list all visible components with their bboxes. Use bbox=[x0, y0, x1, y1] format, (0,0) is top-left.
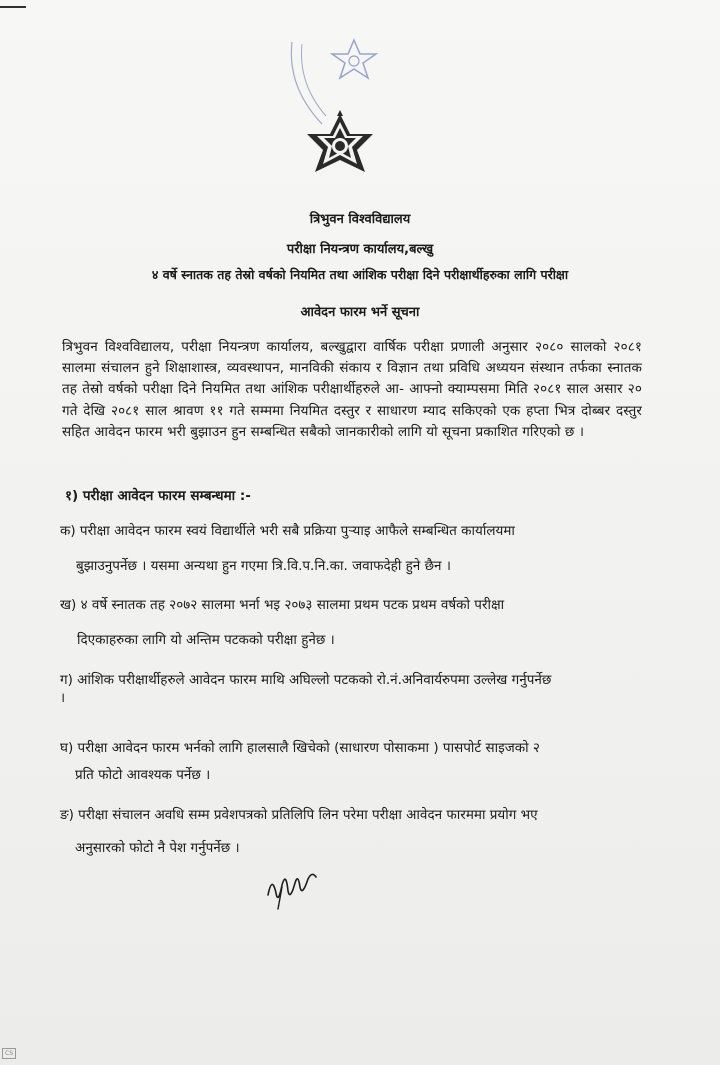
signature bbox=[262, 865, 322, 915]
item-a-line1: क) परीक्षा आवेदन फारम स्वयं विद्यार्थीले भरी सबै प्रक्रिया पुर्‍याइ आफैले सम्बन्धित कार्यालयमा bbox=[60, 523, 515, 539]
notice-subject-line1: ४ वर्षे स्नातक तह तेस्रो वर्षको नियमित तथा आंशिक परीक्षा दिने परीक्षार्थीहरुका लागि परीक्षा bbox=[151, 267, 569, 282]
notice-subject-line2: आवेदन फारम भर्ने सूचना bbox=[300, 305, 420, 320]
item-e-line2: अनुसारको फोटो नै पेश गर्नुपर्नेछ । bbox=[75, 840, 240, 856]
item-c-line2: । bbox=[60, 690, 66, 706]
university-name: त्रिभुवन विश्वविद्यालय bbox=[309, 212, 411, 227]
item-b-line1: ख) ४ वर्षे स्नातक तह २०७२ सालमा भर्ना भइ २०७३ सालमा प्रथम पटक प्रथम वर्षको परीक्षा bbox=[60, 597, 505, 613]
scanner-badge: CS bbox=[2, 1048, 16, 1059]
item-d-line1: घ) परीक्षा आवेदन फारम भर्नको लागि हालसालै खिचेको (साधारण पोसाकमा ) पासपोर्ट साइजको २ bbox=[60, 740, 540, 756]
section-title: १) परीक्षा आवेदन फारम सम्बन्धमा :- bbox=[65, 488, 251, 504]
top-rule bbox=[0, 6, 26, 8]
office-name: परीक्षा नियन्त्रण कार्यालय,बल्खु bbox=[286, 242, 434, 257]
university-emblem bbox=[285, 22, 395, 202]
item-e-line1: ङ) परीक्षा संचालन अवधि सम्म प्रवेशपत्रको प्रतिलिपि लिन परेमा परीक्षा आवेदन फारममा प्रयोग भए bbox=[60, 807, 538, 823]
notice-paragraph: त्रिभुवन विश्वविद्यालय, परीक्षा नियन्त्रण कार्यालय, बल्खुद्वारा वार्षिक परीक्षा प्रणाली अनुसार २०८० सालको २०८१ सालमा संचालन हुने शिक्षाशास्त्र, व्यवस्थापन, मानविकी संकाय र विज्ञान तथा प्रविधि अध्ययन संस्थान तर्फका स्नातक तह तेस्रो वर्षको परीक्षा दिने नियमित तथा आंशिक परीक्षार्थीहरुले आ- आफ्नो क्याम्पसमा मिति २०८१ साल असार २० गते देखि २०८१ साल श्रावण ११ गते सम्ममा नियमित दस्तुर र साधारण म्याद सकिएको एक हप्ता भित्र दोब्बर दस्तुर सहित आवेदन फारम भरी बुझाउन हुन सम्बन्धित सबैको जानकारीको लागि यो सूचना प्रकाशित गरिएको छ । bbox=[62, 339, 642, 440]
item-b-line2: दिएकाहरुका लागि यो अन्तिम पटकको परीक्षा हुनेछ । bbox=[77, 632, 335, 648]
item-a-line2: बुझाउनुपर्नेछ । यसमा अन्यथा हुन गएमा त्रि.वि.प.नि.का. जवाफदेही हुने छैन । bbox=[76, 558, 451, 574]
item-d-line2: प्रति फोटो आवश्यक पर्नेछ । bbox=[75, 767, 211, 783]
item-c-line1: ग) आंशिक परीक्षार्थीहरुले आवेदन फारम माथि अघिल्लो पटकको रो.नं.अनिवार्यरुपमा उल्लेख गर्नुपर्नेछ bbox=[60, 672, 552, 688]
